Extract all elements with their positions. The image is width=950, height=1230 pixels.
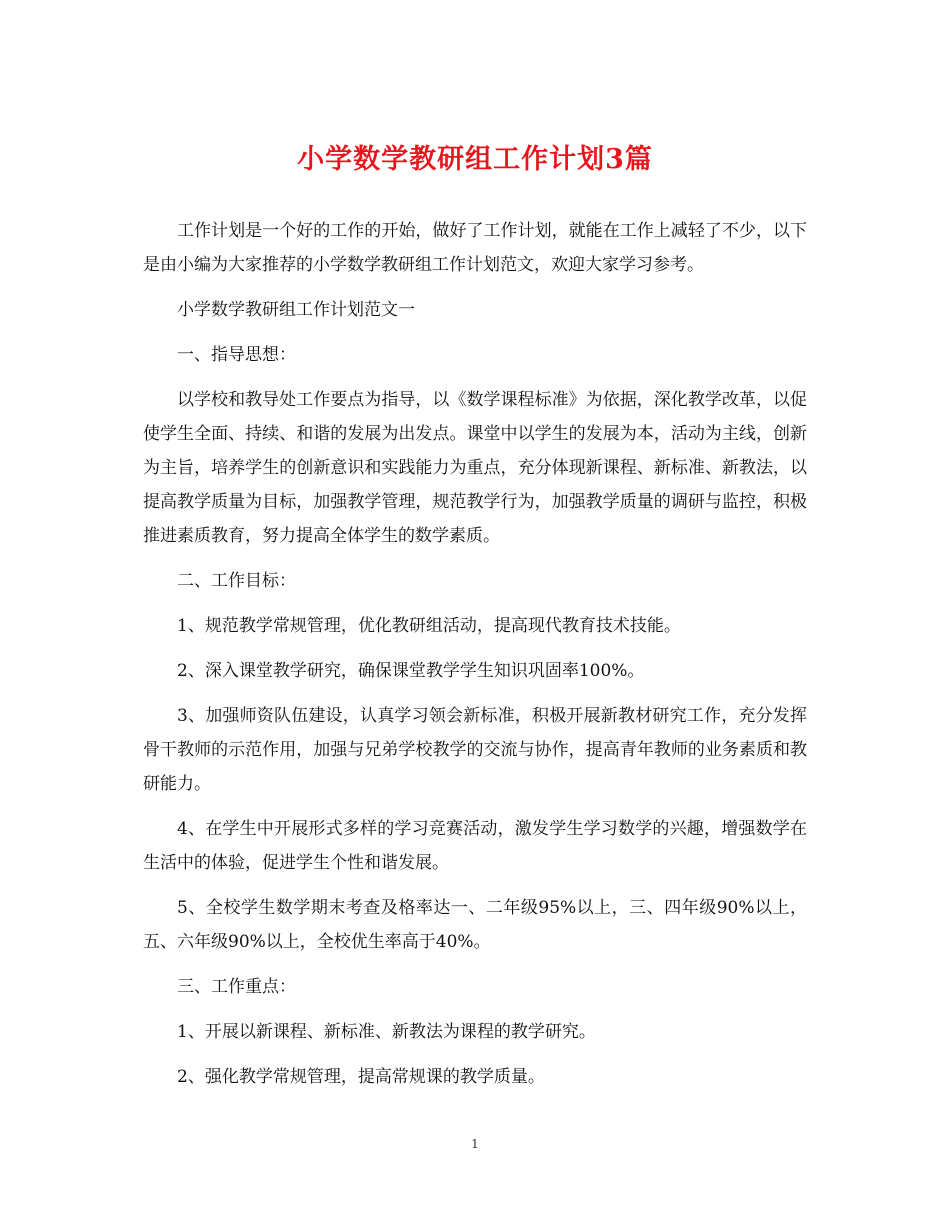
document-body: [143, 214, 807, 1105]
list-item-focus-2: 2、强化教学常规管理，提高常规课的教学质量。: [177, 1067, 545, 1087]
list-item-goal-5: 5、全校学生数学期末考查及格率达一、二年级95%以上，三、四年级90%以上，五、六年级90%以上，全校优生率高于40%。: [143, 898, 807, 952]
section-heading-sample-one: 小学数学教研组工作计划范文一: [177, 300, 415, 320]
list-item-goal-1: 1、规范教学常规管理，优化教研组活动，提高现代教育技术技能。: [177, 616, 681, 636]
list-item-goal-4: 4、在学生中开展形式多样的学习竞赛活动，激发学生学习数学的兴趣，增强数学在生活中的体验，促进学生个性和谐发展。: [143, 819, 807, 873]
list-item-goal-3: 3、加强师资队伍建设，认真学习领会新标准，积极开展新教材研究工作，充分发挥骨干教师的示范作用，加强与兄弟学校教学的交流与协作，提高青年教师的业务素质和教研能力。: [143, 706, 807, 794]
document-title: 小学数学教研组工作计划3篇: [297, 144, 653, 175]
page-number: 1: [471, 1137, 479, 1151]
paragraph-guiding-thought: 以学校和教导处工作要点为指导，以《数学课程标准》为依据，深化教学改革，以促使学生全面、持续、和谐的发展为出发点。课堂中以学生的发展为本，活动为主线，创新为主旨，培养学生的创新意识和实践能力为重点，充分体现新课程、新标准、新教法，以提高教学质量为目标，加强教学管理，规范教学行为，加强教学质量的调研与监控，积极推进素质教育，努力提高全体学生的数学素质。: [143, 390, 807, 546]
list-item-goal-2: 2、深入课堂教学研究，确保课堂教学学生知识巩固率100%。: [177, 661, 645, 681]
section-heading-work-goals: 二、工作目标：: [177, 571, 296, 591]
section-heading-guiding-thought: 一、指导思想：: [177, 345, 296, 365]
section-heading-work-focus: 三、工作重点：: [177, 977, 296, 997]
list-item-focus-1: 1、开展以新课程、新标准、新教法为课程的教学研究。: [177, 1022, 596, 1042]
paragraph-intro: 工作计划是一个好的工作的开始，做好了工作计划，就能在工作上减轻了不少，以下是由小编为大家推荐的小学数学教研组工作计划范文，欢迎大家学习参考。: [143, 221, 807, 275]
